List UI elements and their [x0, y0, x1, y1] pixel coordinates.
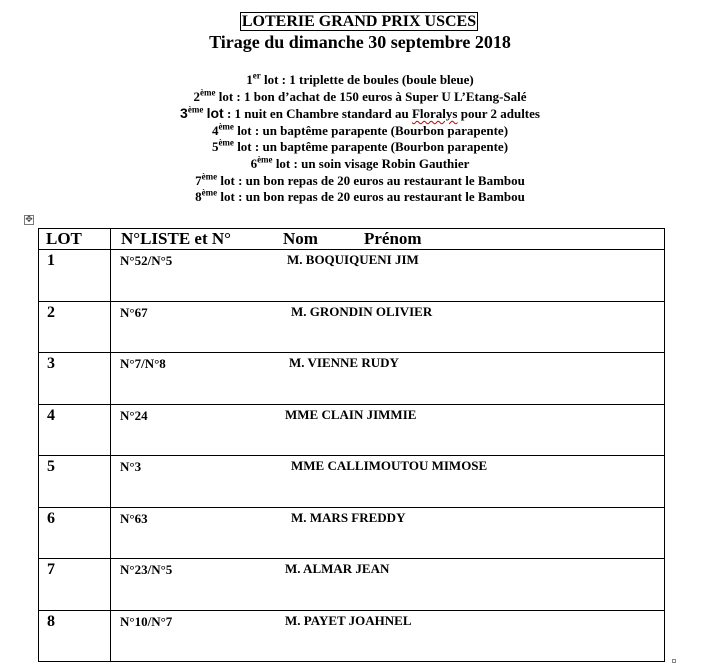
header-prenom: Prénom — [364, 229, 422, 248]
cell-liste: N°67 — [120, 304, 148, 320]
cell-name: MME CLAIN JIMMIE — [285, 406, 417, 422]
header-details[interactable] — [111, 229, 665, 250]
cell-liste: N°24 — [120, 407, 148, 423]
table-row — [39, 404, 665, 456]
table-row — [39, 301, 665, 353]
cell-name: M. MARS FREDDY — [291, 509, 406, 525]
cell-details[interactable] — [111, 456, 665, 508]
table-resize-handle[interactable] — [672, 659, 676, 663]
prize-line-1: 1er lot : 1 triplette de boules (boule bleue) — [246, 70, 474, 87]
prize-line-6: 6ème lot : un soin visage Robin Gauthier — [250, 154, 470, 171]
table-row — [39, 507, 665, 559]
cell-name: M. ALMAR JEAN — [285, 561, 390, 576]
cell-liste: N°7/N°8 — [120, 356, 166, 371]
cell-lot[interactable]: 2 — [39, 301, 111, 353]
header-lot[interactable]: LOT — [39, 229, 111, 250]
cell-name: M. PAYET JOAHNEL — [285, 612, 412, 628]
cell-details[interactable] — [111, 250, 665, 302]
prize-line-7: 7ème lot : un bon repas de 20 euros au restaurant le Bambou — [195, 171, 525, 188]
table-row — [39, 250, 665, 302]
cell-liste: N°10/N°7 — [120, 613, 173, 629]
cell-lot[interactable]: 7 — [39, 559, 111, 611]
cell-lot[interactable]: 4 — [39, 404, 111, 456]
spellcheck-word: Floralys — [411, 106, 458, 122]
draw-date-subtitle: Tirage du dimanche 30 septembre 2018 — [209, 32, 511, 52]
cell-details[interactable] — [111, 301, 665, 353]
cell-lot[interactable]: 3 — [39, 353, 111, 405]
cell-lot[interactable]: 5 — [39, 456, 111, 508]
table-row — [39, 610, 665, 662]
table-header-row — [39, 229, 665, 250]
prize-line-8: 8ème lot : un bon repas de 20 euros au restaurant le Bambou — [195, 187, 525, 205]
cell-name: M. VIENNE RUDY — [289, 355, 399, 370]
cell-lot[interactable]: 8 — [39, 610, 111, 662]
cell-liste: N°52/N°5 — [120, 253, 173, 268]
prize-list — [0, 72, 708, 206]
table-row — [39, 353, 665, 405]
prize-line-3: 3ème lot : 1 nuit en Chambre standard au Floralys pour 2 adultes — [180, 104, 540, 122]
cell-lot[interactable]: 6 — [39, 507, 111, 559]
cell-liste: N°63 — [120, 510, 148, 526]
prize-line-2: 2ème lot : 1 bon d’achat de 150 euros à Super U L’Etang-Salé — [193, 87, 527, 104]
cell-name: MME CALLIMOUTOU MIMOSE — [291, 458, 488, 473]
cell-details[interactable] — [111, 353, 665, 405]
prize-line-5: 5ème lot : un baptême parapente (Bourbon parapente) — [211, 138, 509, 155]
header-nom: Nom — [283, 229, 318, 248]
table-move-handle-icon[interactable]: ✥ — [25, 215, 33, 225]
cell-liste: N°3 — [120, 459, 142, 474]
header-liste: N°LISTE et N° — [121, 229, 231, 248]
document-title: LOTERIE GRAND PRIX USCES — [241, 13, 477, 30]
cell-details[interactable] — [111, 507, 665, 559]
cell-details[interactable] — [111, 404, 665, 456]
cell-details[interactable] — [111, 559, 665, 611]
cell-name: M. GRONDIN OLIVIER — [291, 303, 433, 319]
table-row — [39, 456, 665, 508]
results-table — [38, 228, 665, 662]
cell-name: M. BOQUIQUENI JIM — [287, 252, 419, 267]
cell-lot[interactable]: 1 — [39, 250, 111, 302]
cell-details[interactable] — [111, 610, 665, 662]
prize-line-4: 4ème lot : un baptême parapente (Bourbon parapente) — [211, 121, 509, 138]
table-row — [39, 559, 665, 611]
cell-liste: N°23/N°5 — [120, 562, 173, 577]
